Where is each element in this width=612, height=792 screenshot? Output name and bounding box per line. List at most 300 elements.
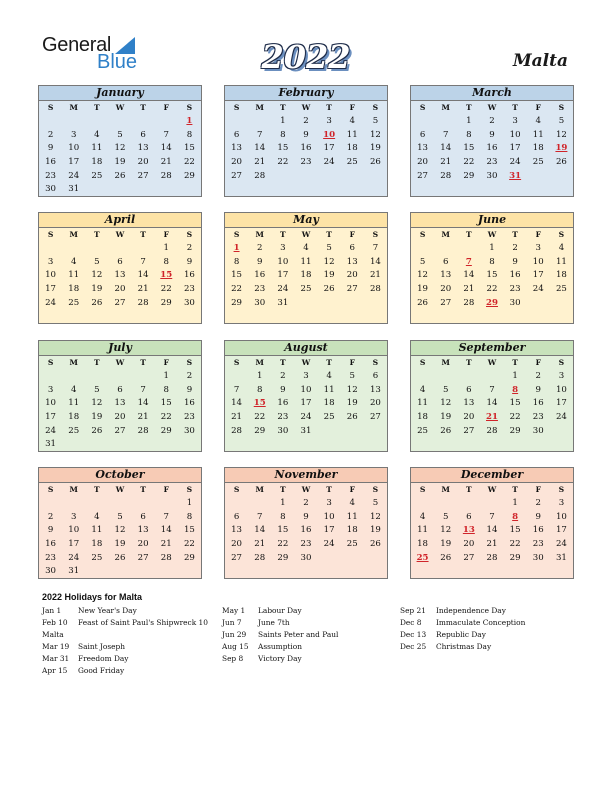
day-cell: 13 — [417, 143, 429, 154]
day-cell: 24 — [323, 538, 335, 549]
day-cell: 13 — [114, 270, 126, 281]
day-cell: 11 — [300, 256, 312, 267]
empty-day-cell — [62, 241, 85, 255]
day-cell: 30 — [300, 552, 312, 563]
weekday-header: T — [140, 485, 146, 494]
day-cell: 27 — [369, 411, 381, 422]
day-cell: 22 — [160, 283, 172, 294]
weekday-header: T — [280, 230, 286, 239]
weekday-header: T — [280, 358, 286, 367]
empty-day-cell — [364, 169, 387, 183]
day-cell: 12 — [346, 384, 358, 395]
weekday-header: T — [512, 103, 518, 112]
day-cell: 12 — [440, 525, 452, 536]
day-cell: 24 — [323, 156, 335, 167]
month-june — [410, 212, 574, 324]
weekday-header: S — [186, 103, 193, 112]
day-cell: 11 — [91, 525, 103, 536]
empty-day-cell — [364, 551, 387, 565]
weekday-header: T — [94, 485, 100, 494]
day-cell: 10 — [68, 143, 80, 154]
day-cell: 1 — [256, 370, 263, 381]
weekday-header: W — [301, 358, 311, 367]
day-cell: 24 — [555, 411, 567, 422]
day-cell: 2 — [47, 129, 54, 140]
day-cell: 4 — [94, 511, 100, 522]
day-cell: 16 — [183, 270, 195, 281]
day-cell: 5 — [372, 115, 379, 126]
weekday-header: T — [466, 230, 472, 239]
day-cell: 23 — [183, 411, 195, 422]
holiday-name: Feast of Saint Paul's Shipwreck 10 — [78, 618, 208, 627]
day-cell: 3 — [326, 497, 332, 508]
day-cell: 23 — [183, 283, 195, 294]
empty-day-cell — [434, 241, 457, 255]
day-cell: 28 — [486, 552, 498, 563]
day-cell: 22 — [231, 283, 243, 294]
weekday-header: S — [419, 358, 426, 367]
day-cell: 28 — [440, 170, 452, 181]
day-cell: 13 — [231, 525, 243, 536]
weekday-header: S — [558, 358, 565, 367]
day-cell: 13 — [369, 384, 381, 395]
empty-day-cell — [248, 496, 271, 510]
weekday-header: T — [280, 103, 286, 112]
day-cell: 14 — [486, 525, 498, 536]
weekday-header: S — [558, 485, 565, 494]
day-cell: 31 — [555, 552, 567, 563]
weekday-header: W — [487, 230, 497, 239]
month-october — [38, 467, 202, 579]
day-cell: 14 — [137, 270, 149, 281]
day-cell: 3 — [535, 242, 541, 253]
holiday-day-cell: 31 — [509, 170, 522, 181]
day-cell: 22 — [183, 156, 195, 167]
day-cell: 7 — [140, 256, 146, 267]
holiday-name: June 7th — [258, 618, 290, 627]
day-cell: 13 — [346, 256, 358, 267]
holiday-day-cell: 1 — [233, 242, 240, 253]
day-cell: 10 — [45, 398, 57, 409]
empty-day-cell — [178, 182, 201, 196]
day-cell: 30 — [532, 425, 544, 436]
day-cell: 23 — [254, 283, 266, 294]
day-cell: 13 — [463, 398, 475, 409]
day-cell: 6 — [140, 511, 146, 522]
day-cell: 8 — [186, 129, 193, 140]
day-cell: 11 — [68, 398, 80, 409]
day-cell: 10 — [277, 256, 289, 267]
day-cell: 12 — [369, 511, 381, 522]
day-cell: 1 — [466, 115, 472, 126]
day-cell: 24 — [555, 538, 567, 549]
day-cell: 25 — [417, 425, 429, 436]
empty-day-cell — [318, 424, 341, 438]
day-cell: 26 — [346, 411, 358, 422]
day-cell: 24 — [532, 283, 544, 294]
day-cell: 21 — [463, 283, 475, 294]
empty-day-cell — [364, 296, 387, 310]
day-cell: 12 — [417, 270, 429, 281]
day-cell: 26 — [91, 425, 103, 436]
day-cell: 16 — [486, 143, 498, 154]
day-cell: 15 — [160, 398, 172, 409]
day-cell: 21 — [440, 156, 452, 167]
weekday-header: S — [47, 103, 54, 112]
day-cell: 17 — [323, 143, 335, 154]
day-cell: 24 — [509, 156, 521, 167]
day-cell: 22 — [509, 411, 521, 422]
weekday-header: M — [255, 358, 264, 367]
day-cell: 21 — [231, 411, 243, 422]
day-cell: 7 — [442, 129, 449, 140]
weekday-header: T — [512, 485, 518, 494]
day-cell: 11 — [555, 256, 567, 267]
weekday-header: F — [535, 230, 541, 239]
day-cell: 7 — [489, 384, 495, 395]
empty-day-cell — [108, 369, 131, 383]
day-cell: 22 — [486, 283, 498, 294]
weekday-header: S — [558, 230, 565, 239]
day-cell: 13 — [440, 270, 452, 281]
weekday-header: W — [115, 485, 125, 494]
empty-day-cell — [457, 496, 480, 510]
day-cell: 23 — [277, 411, 289, 422]
day-cell: 23 — [532, 411, 544, 422]
day-cell: 2 — [535, 370, 541, 381]
empty-day-cell — [155, 437, 178, 451]
holiday-day-cell: 8 — [512, 384, 519, 395]
holiday-date: Aug 15 — [222, 642, 249, 651]
day-cell: 7 — [163, 511, 169, 522]
day-cell: 15 — [231, 270, 243, 281]
day-cell: 3 — [326, 115, 332, 126]
weekday-header: S — [419, 230, 426, 239]
day-cell: 29 — [254, 425, 266, 436]
holiday-item — [222, 641, 338, 653]
weekday-header: S — [233, 103, 240, 112]
day-cell: 20 — [463, 411, 475, 422]
day-cell: 7 — [489, 511, 495, 522]
weekday-header: T — [326, 103, 332, 112]
day-cell: 14 — [160, 525, 172, 536]
month-title: July — [39, 341, 201, 356]
day-cell: 3 — [47, 256, 54, 267]
weekday-header: T — [94, 103, 100, 112]
day-cell: 6 — [372, 370, 379, 381]
day-cell: 16 — [45, 156, 57, 167]
day-cell: 5 — [326, 242, 332, 253]
day-cell: 16 — [254, 270, 266, 281]
day-cell: 2 — [47, 511, 54, 522]
holiday-name: Labour Day — [258, 606, 302, 615]
weekday-header: T — [326, 230, 332, 239]
day-cell: 10 — [509, 129, 521, 140]
day-cell: 2 — [186, 242, 193, 253]
weekday-header: M — [69, 230, 78, 239]
holiday-name: Malta — [42, 630, 64, 639]
day-cell: 8 — [163, 256, 169, 267]
day-cell: 17 — [68, 156, 80, 167]
weekday-header: S — [233, 358, 240, 367]
weekday-header: M — [69, 485, 78, 494]
empty-day-cell — [434, 369, 457, 383]
month-title: January — [39, 86, 201, 101]
empty-day-cell — [434, 496, 457, 510]
day-cell: 11 — [68, 270, 80, 281]
holiday-day-cell: 13 — [462, 525, 475, 536]
day-cell: 4 — [419, 511, 426, 522]
day-cell: 23 — [300, 156, 312, 167]
day-cell: 6 — [466, 511, 472, 522]
month-title: February — [225, 86, 387, 101]
day-cell: 17 — [555, 398, 567, 409]
day-cell: 29 — [160, 425, 172, 436]
weekday-header: T — [94, 230, 100, 239]
day-cell: 20 — [114, 283, 126, 294]
empty-day-cell — [550, 169, 573, 183]
empty-day-cell — [341, 551, 364, 565]
weekday-header: S — [372, 230, 379, 239]
day-cell: 28 — [137, 425, 149, 436]
holiday-column — [222, 605, 338, 665]
holiday-name: Saint Joseph — [78, 642, 125, 651]
month-title: August — [225, 341, 387, 356]
weekday-header: S — [419, 485, 426, 494]
empty-day-cell — [294, 296, 317, 310]
holiday-column — [400, 605, 525, 653]
day-cell: 8 — [466, 129, 472, 140]
day-cell: 8 — [186, 511, 193, 522]
day-cell: 18 — [555, 270, 567, 281]
day-cell: 27 — [463, 425, 475, 436]
day-cell: 7 — [256, 511, 263, 522]
day-cell: 20 — [114, 411, 126, 422]
empty-day-cell — [132, 437, 155, 451]
weekday-header: F — [535, 358, 541, 367]
day-cell: 19 — [91, 283, 103, 294]
day-cell: 3 — [47, 384, 54, 395]
day-cell: 29 — [183, 552, 195, 563]
holiday-name: New Year's Day — [78, 606, 137, 615]
day-cell: 4 — [70, 256, 77, 267]
day-cell: 26 — [369, 538, 381, 549]
day-cell: 19 — [440, 411, 452, 422]
holiday-day-cell: 15 — [160, 270, 173, 281]
day-cell: 3 — [558, 497, 565, 508]
weekday-header: S — [233, 485, 240, 494]
month-title: December — [411, 468, 573, 483]
day-cell: 15 — [486, 270, 498, 281]
weekday-header: F — [349, 230, 355, 239]
day-cell: 5 — [558, 115, 565, 126]
day-cell: 24 — [68, 170, 80, 181]
day-cell: 30 — [45, 566, 57, 577]
weekday-header: F — [163, 485, 169, 494]
day-cell: 1 — [512, 497, 518, 508]
empty-day-cell — [155, 182, 178, 196]
day-cell: 6 — [233, 511, 240, 522]
day-cell: 12 — [114, 525, 126, 536]
day-cell: 17 — [532, 270, 544, 281]
day-cell: 17 — [300, 398, 312, 409]
day-cell: 22 — [509, 538, 521, 549]
holiday-date: Sep 21 — [400, 606, 426, 615]
empty-day-cell — [550, 424, 573, 438]
day-cell: 6 — [233, 129, 240, 140]
holiday-name: Assumption — [258, 642, 302, 651]
day-cell: 25 — [532, 156, 544, 167]
holiday-date: Dec 13 — [400, 630, 427, 639]
empty-day-cell — [341, 296, 364, 310]
day-cell: 18 — [346, 143, 358, 154]
day-cell: 29 — [509, 552, 521, 563]
day-cell: 2 — [256, 242, 263, 253]
weekday-header: F — [163, 358, 169, 367]
day-cell: 26 — [323, 283, 335, 294]
weekday-header: M — [441, 358, 450, 367]
holiday-date: May 1 — [222, 606, 246, 615]
day-cell: 27 — [114, 425, 126, 436]
holiday-item — [400, 617, 525, 629]
day-cell: 9 — [535, 511, 541, 522]
day-cell: 31 — [68, 566, 80, 577]
day-cell: 18 — [300, 270, 312, 281]
day-cell: 19 — [114, 156, 126, 167]
day-cell: 30 — [183, 425, 195, 436]
day-cell: 19 — [91, 411, 103, 422]
day-cell: 3 — [558, 370, 565, 381]
day-cell: 3 — [70, 511, 77, 522]
empty-day-cell — [411, 496, 434, 510]
holiday-item — [222, 605, 338, 617]
empty-day-cell — [318, 169, 341, 183]
day-cell: 23 — [509, 283, 521, 294]
weekday-header: S — [186, 230, 193, 239]
day-cell: 18 — [68, 283, 80, 294]
day-cell: 14 — [137, 398, 149, 409]
weekday-header: W — [301, 485, 311, 494]
day-cell: 16 — [300, 525, 312, 536]
day-cell: 16 — [300, 143, 312, 154]
day-cell: 16 — [183, 398, 195, 409]
day-cell: 1 — [489, 242, 495, 253]
day-cell: 4 — [349, 497, 355, 508]
day-cell: 6 — [419, 129, 426, 140]
weekday-header: S — [419, 103, 426, 112]
day-cell: 14 — [231, 398, 243, 409]
day-cell: 21 — [369, 270, 381, 281]
day-cell: 4 — [419, 384, 426, 395]
empty-day-cell — [155, 564, 178, 578]
holiday-name: Christmas Day — [436, 642, 492, 651]
empty-day-cell — [85, 114, 108, 128]
empty-day-cell — [39, 114, 62, 128]
empty-day-cell — [108, 114, 131, 128]
day-cell: 24 — [277, 283, 289, 294]
weekday-header: S — [186, 485, 193, 494]
month-september — [410, 340, 574, 452]
day-cell: 31 — [45, 439, 57, 450]
day-cell: 6 — [442, 256, 449, 267]
holiday-day-cell: 10 — [323, 129, 336, 140]
empty-day-cell — [411, 241, 434, 255]
day-cell: 21 — [137, 283, 149, 294]
empty-day-cell — [341, 169, 364, 183]
day-cell: 11 — [323, 384, 335, 395]
calendar-year: 2022 — [261, 38, 351, 76]
day-cell: 18 — [417, 411, 429, 422]
day-cell: 7 — [233, 384, 240, 395]
month-title: April — [39, 213, 201, 228]
day-cell: 25 — [346, 538, 358, 549]
day-cell: 26 — [369, 156, 381, 167]
day-cell: 23 — [532, 538, 544, 549]
day-cell: 30 — [254, 297, 266, 308]
empty-day-cell — [132, 241, 155, 255]
weekday-header: T — [466, 485, 472, 494]
day-cell: 20 — [231, 156, 243, 167]
day-cell: 14 — [463, 270, 475, 281]
empty-day-cell — [457, 369, 480, 383]
holiday-name: Immaculate Conception — [436, 618, 526, 627]
holiday-date: Dec 25 — [400, 642, 427, 651]
logo-text-general: General — [42, 34, 112, 56]
weekday-header: M — [255, 103, 264, 112]
day-cell: 17 — [555, 525, 567, 536]
day-cell: 13 — [114, 398, 126, 409]
day-cell: 29 — [160, 297, 172, 308]
holiday-date: Mar 31 — [42, 654, 70, 663]
weekday-header: F — [535, 103, 541, 112]
day-cell: 2 — [303, 115, 309, 126]
day-cell: 22 — [254, 411, 266, 422]
day-cell: 10 — [532, 256, 544, 267]
weekday-header: S — [372, 103, 379, 112]
weekday-header: W — [115, 103, 125, 112]
weekday-header: M — [69, 358, 78, 367]
month-july — [38, 340, 202, 452]
day-cell: 20 — [440, 283, 452, 294]
day-cell: 5 — [117, 129, 123, 140]
holiday-date: Mar 19 — [42, 642, 70, 651]
day-cell: 1 — [186, 497, 193, 508]
day-cell: 2 — [489, 115, 495, 126]
day-cell: 27 — [231, 170, 243, 181]
day-cell: 9 — [303, 511, 309, 522]
empty-day-cell — [132, 114, 155, 128]
day-cell: 21 — [254, 156, 266, 167]
holiday-name: Good Friday — [78, 666, 125, 675]
day-cell: 29 — [509, 425, 521, 436]
day-cell: 28 — [369, 283, 381, 294]
weekday-header: W — [301, 230, 311, 239]
day-cell: 7 — [140, 384, 146, 395]
day-cell: 1 — [280, 497, 286, 508]
day-cell: 7 — [163, 129, 169, 140]
day-cell: 28 — [160, 552, 172, 563]
weekday-header: W — [487, 358, 497, 367]
day-cell: 24 — [45, 425, 57, 436]
empty-day-cell — [364, 424, 387, 438]
day-cell: 19 — [417, 283, 429, 294]
weekday-header: M — [69, 103, 78, 112]
logo-text-blue: Blue — [97, 51, 138, 73]
day-cell: 30 — [509, 297, 521, 308]
weekday-header: T — [94, 358, 100, 367]
day-cell: 28 — [254, 552, 266, 563]
month-march — [410, 85, 574, 197]
